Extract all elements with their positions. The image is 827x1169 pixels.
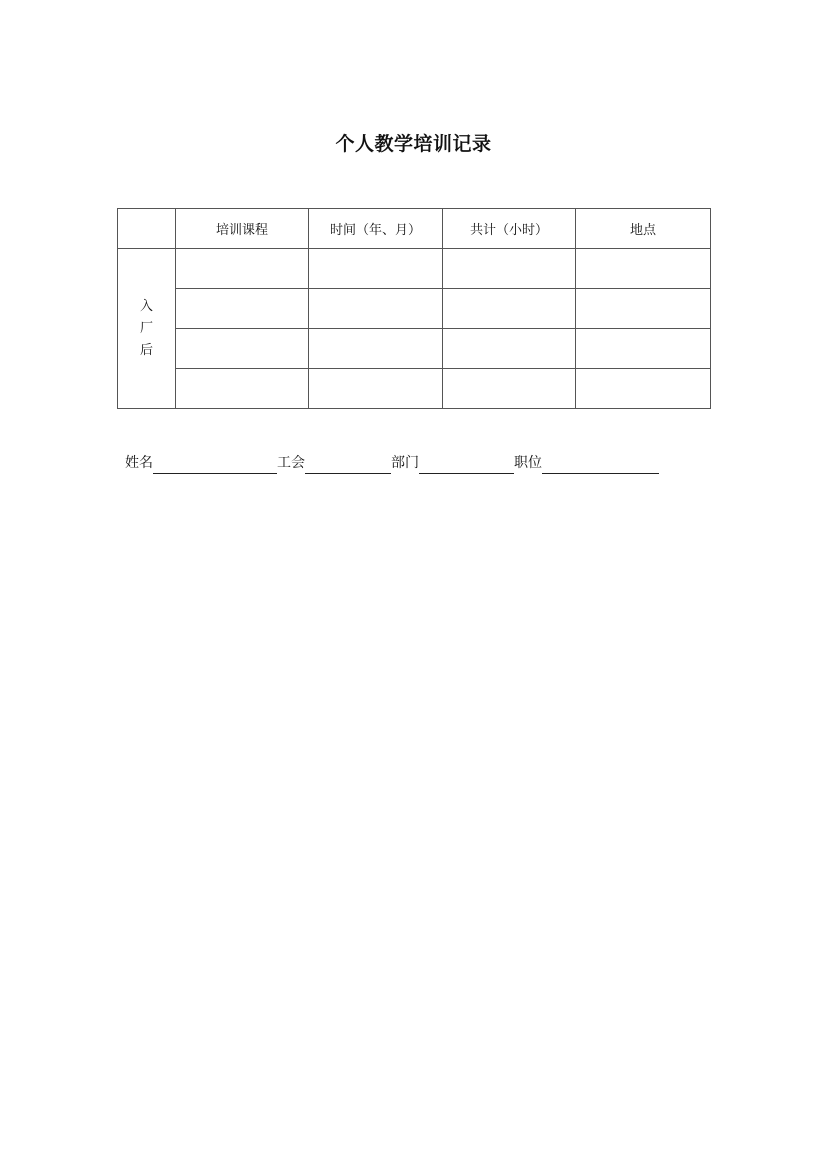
header-location: 地点 (576, 209, 711, 249)
union-field[interactable] (305, 455, 391, 474)
location-cell[interactable] (576, 369, 711, 409)
time-cell[interactable] (309, 369, 443, 409)
name-label: 姓名 (125, 455, 153, 471)
department-label: 部门 (391, 455, 419, 471)
position-field[interactable] (542, 455, 659, 474)
course-cell[interactable] (176, 369, 309, 409)
position-label: 职位 (514, 455, 542, 471)
header-total-hours: 共计（小时） (443, 209, 576, 249)
training-record-table (117, 208, 711, 409)
table-row (118, 289, 711, 329)
table-row (118, 369, 711, 409)
course-cell[interactable] (176, 249, 309, 289)
time-cell[interactable] (309, 329, 443, 369)
location-cell[interactable] (576, 289, 711, 329)
table-header-row (118, 209, 711, 249)
course-cell[interactable] (176, 329, 309, 369)
row-group-char: 后 (139, 342, 153, 358)
signature-line (125, 452, 659, 474)
row-group-char: 厂 (139, 320, 153, 336)
name-field[interactable] (153, 455, 277, 474)
hours-cell[interactable] (443, 369, 576, 409)
table-row (118, 249, 711, 289)
header-course: 培训课程 (176, 209, 309, 249)
table-row (118, 329, 711, 369)
location-cell[interactable] (576, 329, 711, 369)
document-title: 个人教学培训记录 (335, 133, 492, 155)
hours-cell[interactable] (443, 249, 576, 289)
hours-cell[interactable] (443, 289, 576, 329)
row-group-char: 入 (139, 298, 153, 314)
row-group-label (118, 249, 176, 409)
header-blank-cell (118, 209, 176, 249)
time-cell[interactable] (309, 289, 443, 329)
department-field[interactable] (419, 455, 514, 474)
course-cell[interactable] (176, 289, 309, 329)
location-cell[interactable] (576, 249, 711, 289)
union-label: 工会 (277, 455, 305, 471)
hours-cell[interactable] (443, 329, 576, 369)
header-time: 时间（年、月） (309, 209, 443, 249)
time-cell[interactable] (309, 249, 443, 289)
